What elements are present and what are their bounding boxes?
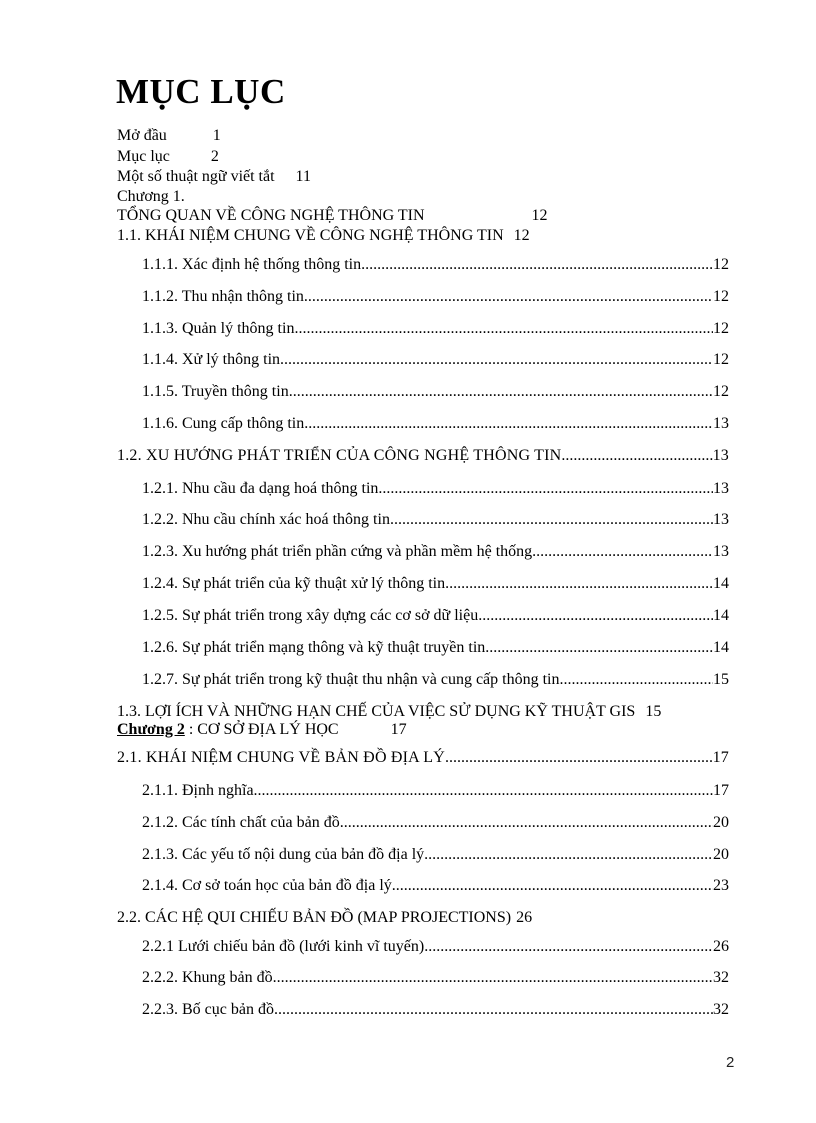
toc-entry[interactable]: 1.1.3. Quản lý thông tin ..... 12 <box>142 319 729 338</box>
section-1-3: 1.3. LỢI ÍCH VÀ NHỮNG HẠN CHẾ CỦA VIỆC SỬ DỤNG KỸ THUẬT GIS 15 <box>117 703 662 720</box>
dot-leader <box>560 670 714 689</box>
toc-entry[interactable]: 2.2.1 Lưới chiếu bản đồ (lưới kinh vĩ tuyến) ..... 26 <box>142 937 729 956</box>
toc-page-number: 12 <box>531 207 548 224</box>
toc-page-number: 14 <box>713 575 729 592</box>
dot-leader <box>340 813 713 832</box>
toc-page-number: 17 <box>390 721 407 738</box>
toc-entry-contents: Mục lục 2 <box>117 148 219 165</box>
section-2-1[interactable]: 2.1. KHÁI NIỆM CHUNG VỀ BẢN ĐỒ ĐỊA LÝ ..... 17 <box>117 748 729 767</box>
page-number: 2 <box>726 1054 735 1071</box>
dot-leader <box>532 542 713 561</box>
dot-leader <box>304 287 713 306</box>
toc-page-number: 11 <box>295 168 311 185</box>
dot-leader <box>424 937 713 956</box>
toc-entry[interactable]: 1.2.1. Nhu cầu đa dạng hoá thông tin ..... 13 <box>142 479 729 498</box>
toc-page-number: 13 <box>712 447 729 464</box>
toc-entry[interactable]: 1.1.5. Truyền thông tin ..... 12 <box>142 382 729 401</box>
dot-leader <box>561 446 712 465</box>
section-1-1: 1.1. KHÁI NIỆM CHUNG VỀ CÔNG NGHỆ THÔNG TIN 12 <box>117 227 530 244</box>
toc-entry-intro: Mở đầu 1 <box>117 127 221 144</box>
toc-page-number: 12 <box>713 383 729 400</box>
toc-entry[interactable]: 2.1.4. Cơ sở toán học của bản đồ địa lý ..... 23 <box>142 876 729 895</box>
dot-leader <box>254 781 713 800</box>
toc-page-number: 2 <box>210 148 219 165</box>
toc-entry[interactable]: 1.2.5. Sự phát triển trong xây dựng các cơ sở dữ liệu ..... 14 <box>142 606 729 625</box>
dot-leader <box>294 319 713 338</box>
toc-entry[interactable]: 1.2.7. Sự phát triển trong kỹ thuật thu nhận và cung cấp thông tin ..... 15 <box>142 670 729 689</box>
toc-entry[interactable]: 1.2.2. Nhu cầu chính xác hoá thông tin ..... 13 <box>142 510 729 529</box>
toc-entry[interactable]: 2.2.3. Bố cục bản đồ ..... 32 <box>142 1000 729 1019</box>
dot-leader <box>424 845 713 864</box>
toc-page-number: 17 <box>713 782 729 799</box>
toc-page-number: 12 <box>713 288 729 305</box>
dot-leader <box>361 255 713 274</box>
toc-entry[interactable]: 1.1.4. Xử lý thông tin ..... 12 <box>142 350 729 369</box>
section-2-2: 2.2. CÁC HỆ QUI CHIẾU BẢN ĐỒ (MAP PROJECTIONS) 26 <box>117 909 533 926</box>
chapter-2-label: Chương 2 <box>117 721 185 738</box>
toc-page-number: 17 <box>712 749 729 766</box>
toc-entry[interactable]: 2.1.2. Các tính chất của bản đồ ..... 20 <box>142 813 729 832</box>
toc-page-number: 20 <box>713 814 729 831</box>
toc-entry[interactable]: 1.2.3. Xu hướng phát triển phần cứng và phần mềm hệ thống ..... 13 <box>142 542 729 561</box>
toc-page-number: 26 <box>516 909 533 926</box>
toc-page-number: 13 <box>713 511 729 528</box>
toc-page-number: 13 <box>713 480 729 497</box>
toc-page-number: 13 <box>713 415 729 432</box>
dot-leader <box>485 638 713 657</box>
toc-page-number: 23 <box>713 877 729 894</box>
toc-page-number: 1 <box>212 127 221 144</box>
toc-page-number: 14 <box>713 639 729 656</box>
toc-page-number: 20 <box>713 846 729 863</box>
toc-page-number: 13 <box>713 543 729 560</box>
dot-leader <box>392 876 713 895</box>
dot-leader <box>274 1000 713 1019</box>
toc-entry[interactable]: 1.1.1. Xác định hệ thống thông tin ..... 12 <box>142 255 729 274</box>
toc-page-number: 14 <box>713 607 729 624</box>
dot-leader <box>304 414 713 433</box>
chapter-2-heading: Chương 2 : CƠ SỞ ĐỊA LÝ HỌC 17 <box>117 721 407 738</box>
toc-entry[interactable]: 1.1.6. Cung cấp thông tin ..... 13 <box>142 414 729 433</box>
chapter-1-label: Chương 1. <box>117 188 185 205</box>
dot-leader <box>445 748 713 767</box>
toc-page-number: 32 <box>713 969 729 986</box>
chapter-1-heading: TỔNG QUAN VỀ CÔNG NGHỆ THÔNG TIN 12 <box>117 207 548 224</box>
toc-entry[interactable]: 1.2.4. Sự phát triển của kỹ thuật xử lý thông tin ..... 14 <box>142 574 729 593</box>
dot-leader <box>289 382 713 401</box>
toc-entry[interactable]: 1.1.2. Thu nhận thông tin ..... 12 <box>142 287 729 306</box>
dot-leader <box>390 510 713 529</box>
toc-page-number: 12 <box>713 320 729 337</box>
toc-entry[interactable]: 2.1.1. Định nghĩa ..... 17 <box>142 781 729 800</box>
toc-entry[interactable]: 2.1.3. Các yếu tố nội dung của bản đồ địa lý ..... 20 <box>142 845 729 864</box>
toc-page-number: 12 <box>713 256 729 273</box>
section-1-2[interactable]: 1.2. XU HƯỚNG PHÁT TRIỂN CỦA CÔNG NGHỆ THÔNG TIN ..... 13 <box>117 446 729 465</box>
toc-page-number: 15 <box>713 671 729 688</box>
dot-leader <box>478 606 713 625</box>
toc-page-number: 26 <box>713 938 729 955</box>
dot-leader <box>445 574 713 593</box>
toc-page-number: 15 <box>645 703 662 720</box>
toc-entry[interactable]: 1.2.6. Sự phát triển mạng thông và kỹ thuật truyền tin ..... 14 <box>142 638 729 657</box>
dot-leader <box>280 350 713 369</box>
page-title: MỤC LỤC <box>116 72 286 111</box>
dot-leader <box>273 968 713 987</box>
toc-entry-abbreviations: Một số thuật ngữ viết tắt 11 <box>117 168 311 185</box>
toc-entry[interactable]: 2.2.2. Khung bản đồ ..... 32 <box>142 968 729 987</box>
dot-leader <box>378 479 713 498</box>
toc-page-number: 12 <box>513 227 530 244</box>
toc-page-number: 32 <box>713 1001 729 1018</box>
toc-page-number: 12 <box>713 351 729 368</box>
